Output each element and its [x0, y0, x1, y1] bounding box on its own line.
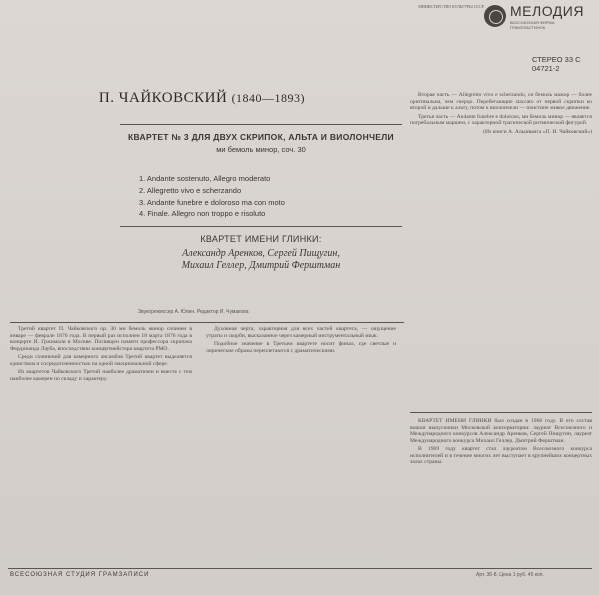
melodiya-logo	[484, 3, 594, 51]
work-title: КВАРТЕТ № 3 ДЛЯ ДВУХ СКРИПОК, АЛЬТА И ВИОЛОНЧЕЛИ	[128, 132, 394, 142]
notes-paragraph: Третий квартет П. Чайковского ор. 30 ми бемоль минор сочинен в январе — феврале 1876 года. В первый раз исполнен 18 марта 1876 года в концерте И. Гржимали в Москве. Посвящен памяти профессора скрипача Фердинанда Лауба, впоследствии концертмейстера квартета РМО.	[10, 326, 192, 352]
composer-name: П. ЧАЙКОВСКИЙ	[98, 90, 228, 106]
catalog-number: СТЕРЕО 33 С 04721-2	[532, 55, 581, 73]
movement-list	[139, 173, 285, 220]
divider	[120, 226, 402, 227]
quartet-members	[120, 248, 402, 272]
notes-column-middle	[206, 326, 396, 356]
notes-paragraph: КВАРТЕТ ИМЕНИ ГЛИНКИ был создан в 1966 году. В его состав вошли выпускники Московской консерватории: лауреат Всесоюзного и Международного конкурсов Александр Аренков, Сергей Пищугин, лауреат Международного конкурса Михаил Геллер, Дмитрий Ферштман.	[410, 418, 592, 444]
notes-paragraph: Третья часть — Andante funebre e doloroso, ми бемоль минор — является погребальным маршем, с характерной трагической ритмической фигурой.	[410, 113, 592, 127]
movement-item: 3. Andante funebre e doloroso ma con moto	[139, 197, 285, 207]
performers-bio-column	[410, 418, 592, 468]
quartet-name: КВАРТЕТ ИМЕНИ ГЛИНКИ:	[200, 234, 322, 244]
performers-block	[120, 234, 402, 272]
composer-years: (1840—1893)	[231, 91, 306, 105]
footer-divider	[8, 568, 592, 569]
credits: Звукорежиссер А. Юлин. Редактор И. Чумакова	[138, 309, 249, 315]
divider	[410, 412, 592, 413]
logo-wordmark: МЕЛОДИЯ	[510, 3, 584, 19]
movement-item: 2. Allegretto vivo e scherzando	[139, 185, 242, 195]
members-line: Михаил Геллер, Дмитрий Ферштман	[181, 260, 341, 271]
work-key: ми бемоль минор, соч. 30	[216, 145, 306, 154]
notes-paragraph: Духовная черта, характерная для всех частей квартета, — ощущение утраты и скорби, высказанное через камерный инструментальный язык.	[206, 326, 396, 339]
notes-paragraph: В 1969 году квартет стал лауреатом Всесоюзного конкурса исполнителей и в течение многих лет выступает в крупнейших концертных залах страны.	[410, 446, 592, 466]
studio-name: ВСЕСОЮЗНАЯ СТУДИЯ ГРАМЗАПИСИ	[10, 572, 150, 578]
divider	[10, 322, 404, 323]
notes-column-left	[10, 326, 192, 384]
notes-column-right	[410, 92, 592, 137]
price-label: Арт. 36-8. Цена 1 руб. 45 коп.	[476, 572, 544, 578]
notes-attribution: (Из книги А. Альшванга «П. И. Чайковский»)	[483, 128, 592, 135]
members-line: Александр Аренков, Сергей Пищугин,	[182, 248, 340, 259]
logo-subtitle: ВСЕСОЮЗНАЯ ФИРМА ГРАМПЛАСТИНОК	[510, 20, 555, 30]
notes-paragraph: Из квартетов Чайковского Третий наиболее драматичен и вместе с тем наиболее камерен по складу и характеру.	[10, 369, 192, 382]
melodiya-emblem-icon	[484, 5, 506, 27]
notes-paragraph: Подобное значение в Третьем квартете носит финал, где светлые и лирические образы переплетаются с драматическими.	[206, 341, 396, 354]
notes-paragraph: Среди сочинений для камерного ансамбля Третий квартет выделяется единством и сосредоточенностью на одной эмоциональной сфере.	[10, 354, 192, 367]
movement-item: 4. Finale. Allegro non troppo e risoluto	[139, 209, 266, 219]
notes-paragraph: Вторая часть — Allegretto vivo e scherzando, си бемоль мажор — более оригинальна, чем скерцо. Перебегающие staccato от первой скрипки ко второй и дальше к альту, потом к виолончели — поистине живое движение.	[410, 92, 592, 112]
divider	[120, 124, 402, 125]
movement-item: 1. Andante sostenuto, Allegro moderato	[139, 174, 271, 183]
work-block	[120, 132, 402, 154]
ministry-note: МИНИСТЕРСТВО КУЛЬТУРЫ СССР	[418, 4, 484, 9]
composer-heading	[0, 90, 404, 107]
